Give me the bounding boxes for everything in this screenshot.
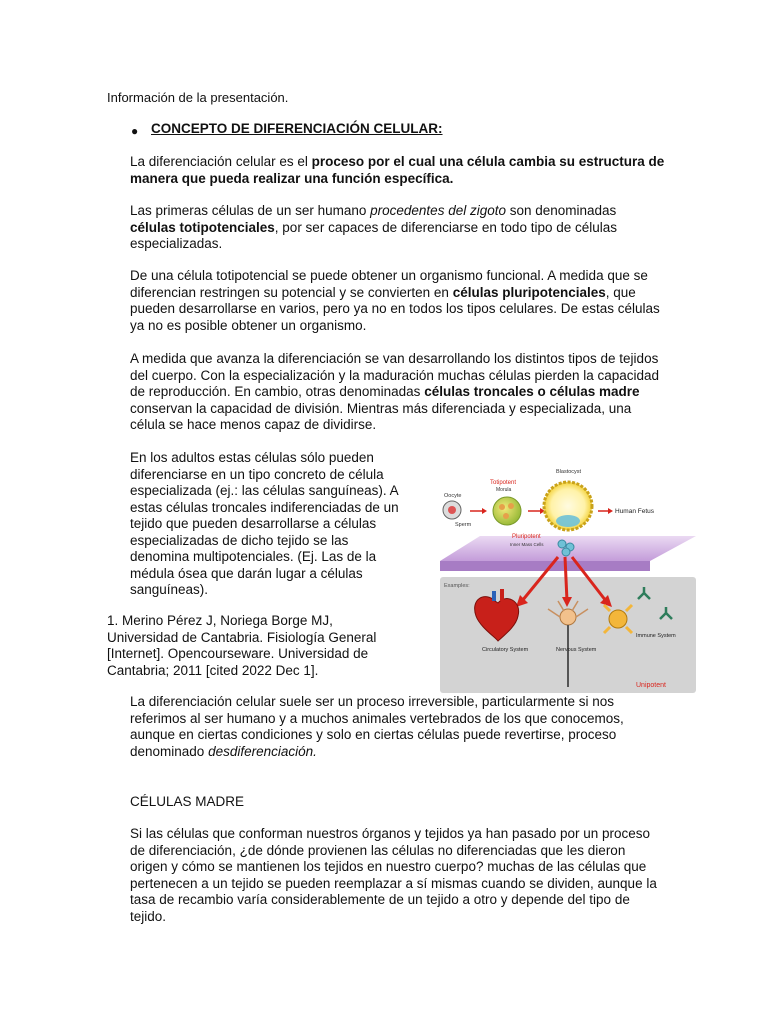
heart-vessel xyxy=(500,589,504,601)
inner-mass xyxy=(556,515,580,527)
text-run: La diferenciación celular suele ser un proceso irreversible, particularmente si nos referimos al ser humano y a muchos animales vertebrados de los que conocemos, aunque en ciertas condiciones y solo en ciertas células puede revertirse, proceso denominado xyxy=(130,694,624,759)
morula-dot xyxy=(499,504,505,510)
label-examples: Examples: xyxy=(444,583,470,589)
text-run: , que pueden desarrollarse en varios, pero ya no en todos los tipos celulares. De estas células ya no es posible obtener un organismo. xyxy=(130,284,660,333)
reference-citation: 1. Merino Pérez J, Noriega Borge MJ, Universidad de Cantabria. Fisiología General [Internet]. Opencourseware. Universidad de Cantabria; 2011 [cited 2022 Dec 1]. xyxy=(107,613,377,678)
text-run: A medida que avanza la diferenciación se van desarrollando los distintos tipos de tejidos del cuerpo. Con la especialización y la maduración muchas células pierden la capacidad de reproducción. En cambio, otras denominadas xyxy=(130,351,660,399)
pluripotent-cell xyxy=(558,540,566,548)
text-run: La diferenciación celular es el xyxy=(130,154,312,169)
paragraph-stem-cells-origin: Si las células que conforman nuestros órganos y tejidos ya han pasado por un proceso de diferenciación, ¿de dónde provienen las células no diferenciadas que les dieron origen y cómo se mantienen los tejidos en nuestro cuerpo? muchas de las células que pertenecen a un tejido se pueden reemplazar a sí mismas cuando se dividen, aunque la tasa de recambio varía considerablemente de un tejido a otro y depende del tipo de tejido. xyxy=(130,826,657,924)
bold-run: células pluripotenciales xyxy=(452,284,606,300)
neuron-illustration xyxy=(560,609,576,625)
text-run: , por ser capaces de diferenciarse en todo tipo de células especializadas. xyxy=(130,219,618,251)
text-run: Las primeras células de un ser humano xyxy=(130,203,371,218)
label-immune: Immune System xyxy=(636,633,676,639)
section-title-stem-cells: CÉLULAS MADRE xyxy=(130,794,245,809)
label-inner-mass: Inner Mass Cells xyxy=(510,542,544,547)
paragraph-pluripotent xyxy=(130,268,665,334)
italic-run: procedentes del zigoto xyxy=(370,203,506,218)
label-pluripotent: Pluripotent xyxy=(512,534,541,540)
text-run: De una célula totipotencial se puede obtener un organismo funcional. A medida que se diferencian restringen su potencial y se convierten en xyxy=(130,268,648,300)
plane-edge xyxy=(440,561,650,571)
morula-dot xyxy=(508,503,514,509)
label-nervous: Nervous System xyxy=(556,647,597,653)
morula-cell xyxy=(493,497,521,525)
morula-dot xyxy=(503,513,509,519)
section-heading: CONCEPTO DE DIFERENCIACIÓN CELULAR: xyxy=(151,121,443,136)
text-run: conservan la capacidad de división. Mientras más diferenciada y especializada, una célula se hace menos capaz de dividirse. xyxy=(130,400,632,432)
label-blastocyst: Blastocyst xyxy=(556,469,582,475)
text-run: son denominadas xyxy=(505,203,617,218)
paragraph-irreversible xyxy=(130,694,660,760)
paragraph-multipotent: En los adultos estas células sólo pueden diferenciarse en un tipo concreto de célula especializada (ej.: las células sanguíneas). A estas células troncales indiferenciadas de un tejido que pueden desarrollarse a células especializadas de dicho tejido se las denomina multipotenciales. (Ej. Las de la médula ósea que darán lugar a células sanguíneas). xyxy=(130,450,399,597)
label-morula: Morula xyxy=(496,487,512,493)
paragraph-definition xyxy=(130,154,665,187)
heart-vessel xyxy=(492,591,496,601)
label-sperm: Sperm xyxy=(455,522,472,528)
arrow-3-head xyxy=(608,508,613,514)
paragraph-stem-cells xyxy=(130,351,665,434)
oocyte-nucleus xyxy=(448,506,456,514)
paragraph-totipotent xyxy=(130,203,665,253)
italic-run: desdiferenciación. xyxy=(208,743,317,759)
arrow-1-head xyxy=(482,508,487,514)
presentation-info: Información de la presentación. xyxy=(107,90,289,105)
red-arrow-mid xyxy=(565,557,567,601)
differentiation-figure xyxy=(440,451,696,693)
bold-run: células troncales o células madre xyxy=(424,384,640,399)
immune-cell-illustration xyxy=(609,610,627,628)
label-fetus: Human Fetus xyxy=(615,508,655,515)
bold-run: proceso por el cual una célula cambia su estructura de manera que pueda realizar una función específica. xyxy=(130,154,665,186)
label-totipotent: Totipotent xyxy=(490,480,517,486)
bold-run: células totipotenciales xyxy=(130,219,275,235)
label-circulatory: Circulatory System xyxy=(482,647,529,653)
label-oocyte: Oocyte xyxy=(444,493,462,499)
bullet-dot: ● xyxy=(131,124,139,138)
label-unipotent: Unipotent xyxy=(636,682,666,689)
pluripotent-cell xyxy=(562,548,570,556)
